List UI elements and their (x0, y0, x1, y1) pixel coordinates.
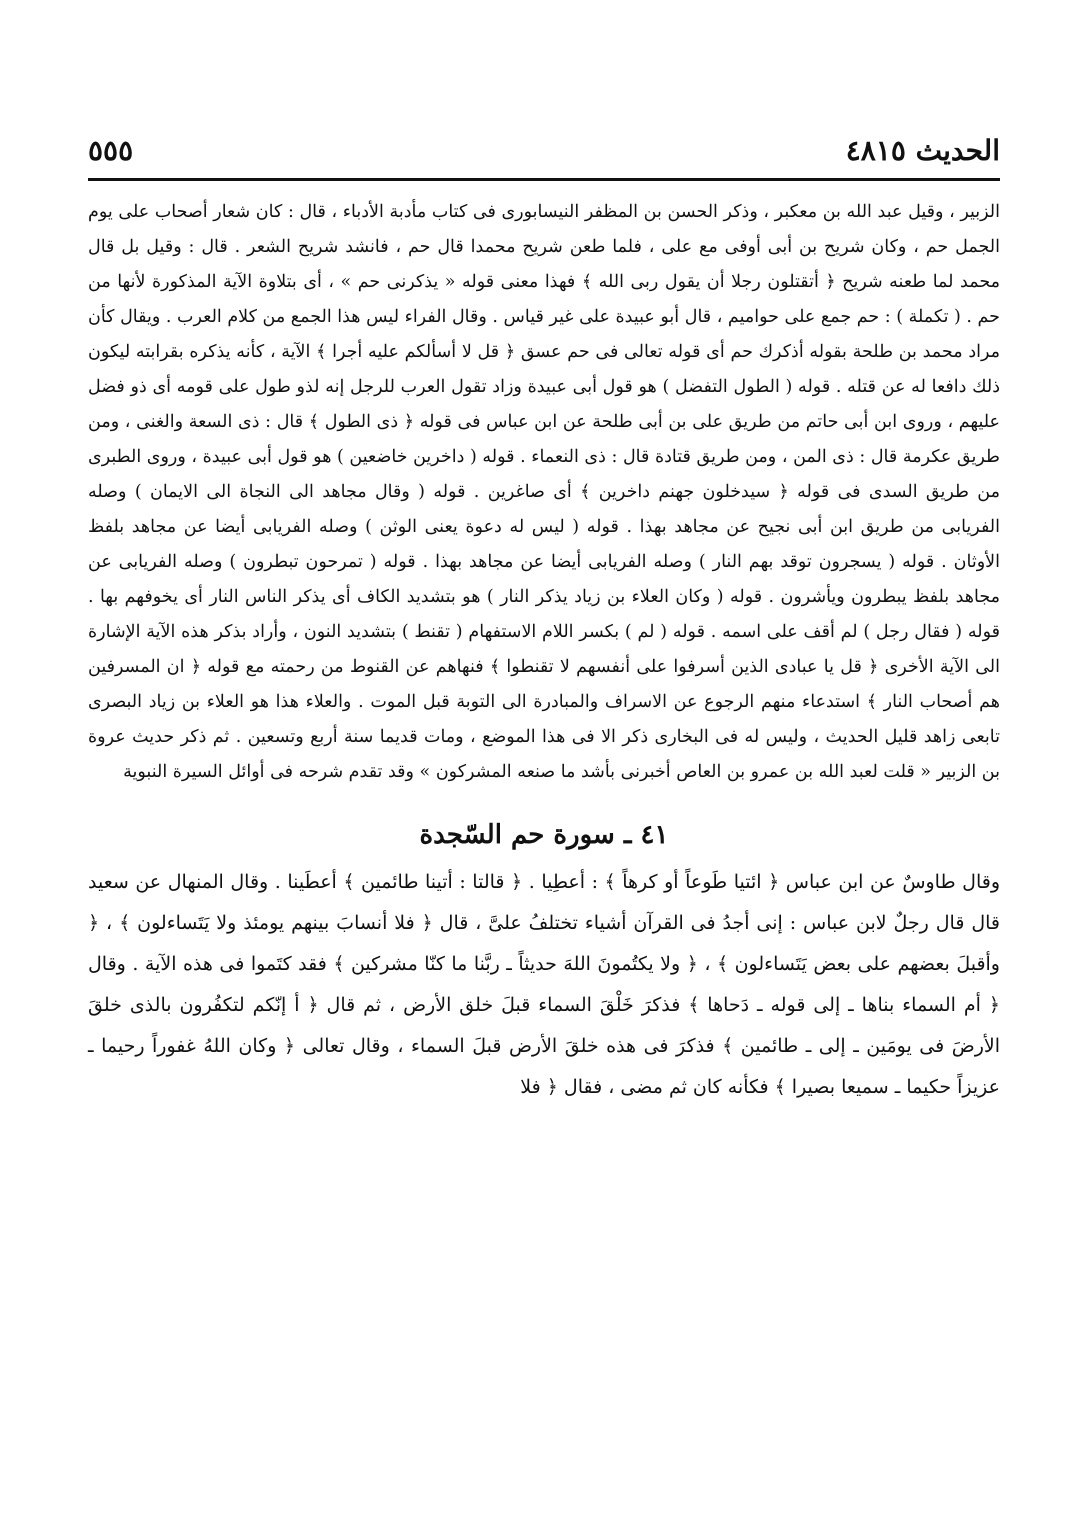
commentary-block (88, 195, 1000, 790)
page-header (88, 130, 1000, 181)
page-number: ٥٥٥ (88, 134, 134, 167)
commentary-paragraph: الزبير ، وقيل عبد الله بن معكبر ، وذكر الحسن بن المظفر النيسابورى فى كتاب مأدبة الأدباء ، قال : كان شعار أصحاب على يوم الجمل حم ، وكان شريح بن أبى أوفى مع على ، فلما طعن شريح محمدا قال حم ، فانشد شريح الشعر . قال : وقيل بل قال محمد لما طعنه شريح ﴿ أتقتلون رجلا أن يقول ربى الله ﴾ فهذا معنى قوله « يذكرنى حم » ، أى بتلاوة الآية المذكورة لأنها من حم . ( تكملة ) : حم جمع على حواميم ، قال أبو عبيدة على غير قياس . وقال الفراء ليس هذا الجمع من كلام العرب . ويقال كأن مراد محمد بن طلحة بقوله أذكرك حم أى قوله تعالى فى حم عسق ﴿ قل لا أسألكم عليه أجرا ﴾ الآية ، كأنه يذكره بقرابته ليكون ذلك دافعا له عن قتله . قوله ( الطول التفضل ) هو قول أبى عبيدة وزاد تقول العرب للرجل إنه لذو طول على قومه أى ذو فضل عليهم ، وروى ابن أبى حاتم من طريق على بن أبى طلحة عن ابن عباس فى قوله ﴿ ذى الطول ﴾ قال : ذى السعة والغنى ، ومن طريق عكرمة قال : ذى المن ، ومن طريق قتادة قال : ذى النعماء . قوله ( داخرين خاضعين ) هو قول أبى عبيدة ، وروى الطبرى من طريق السدى فى قوله ﴿ سيدخلون جهنم داخرين ﴾ أى صاغرين . قوله ( وقال مجاهد الى النجاة الى الايمان ) وصله الفريابى من طريق ابن أبى نجيح عن مجاهد بهذا . قوله ( ليس له دعوة يعنى الوثن ) وصله الفريابى أيضا عن مجاهد بلفظ الأوثان . قوله ( يسجرون توقد بهم النار ) وصله الفريابى أيضا عن مجاهد بهذا . قوله ( تمرحون تبطرون ) وصله الفريابى عن مجاهد بلفظ يبطرون ويأشرون . قوله ( وكان العلاء بن زياد يذكر النار ) هو بتشديد الكاف أى يذكر الناس النار أى يخوفهم بها . قوله ( فقال رجل ) لم أقف على اسمه . قوله ( لم ) بكسر اللام الاستفهام ( تقنط ) بتشديد النون ، وأراد بذكر هذه الآية الإشارة الى الآية الأخرى ﴿ قل يا عبادى الذين أسرفوا على أنفسهم لا تقنطوا ﴾ فنهاهم عن القنوط من رحمته مع قوله ﴿ ان المسرفين هم أصحاب النار ﴾ استدعاء منهم الرجوع عن الاسراف والمبادرة الى التوبة قبل الموت . والعلاء هذا هو العلاء بن زياد البصرى تابعى زاهد قليل الحديث ، وليس له فى البخارى ذكر الا فى هذا الموضع ، ومات قديما سنة أربع وتسعين . ثم ذكر حديث عروة بن الزبير « قلت لعبد الله بن عمرو بن العاص أخبرنى بأشد ما صنعه المشركون » وقد تقدم شرحه فى أوائل السيرة النبوية (88, 202, 1000, 782)
book-page (88, 130, 1000, 1108)
section-title: ٤١ ـ سورة حم السّجدة (419, 820, 669, 850)
sura-text-block (88, 862, 1000, 1108)
sura-paragraph: وقال طاوسٌ عن ابن عباس ﴿ ائتيا طَوعاً أو كرهاً ﴾ : أعطِيا . ﴿ قالتا : أتينا طائمين ﴾ أعطَينا . وقال المنهال عن سعيد قال قال رجلٌ لابن عباس : إنى أجدُ فى القرآن أشياء تختلفُ علىَّ ، قال ﴿ فلا أنسابَ بينهم يومئذ ولا يَتَساءلون ﴾ ، ﴿ وأقبلَ بعضهم على بعض يَتَساءلون ﴾ ، ﴿ ولا يكتُمونَ اللهَ حديثاً ـ ربَّنا ما كنّا مشركين ﴾ فقد كتَموا فى هذه الآية . وقال ﴿ أم السماء بناها ـ إلى قوله ـ دَحاها ﴾ فذكرَ خَلْقَ السماء قبلَ خلق الأرض ، ثم قال ﴿ أ إنّكم لتكفُرون بالذى خلقَ الأرضَ فى يومَين ـ إلى ـ طائمين ﴾ فذكرَ فى هذه خلقَ الأرض قبلَ السماء ، وقال تعالى ﴿ وكان اللهُ غفوراً رحيما ـ عزيزاً حكيما ـ سميعا بصيرا ﴾ فكأنه كان ثم مضى ، فقال ﴿ فلا (88, 871, 1000, 1098)
running-head: الحديث ٤٨١٥ (845, 134, 1000, 167)
